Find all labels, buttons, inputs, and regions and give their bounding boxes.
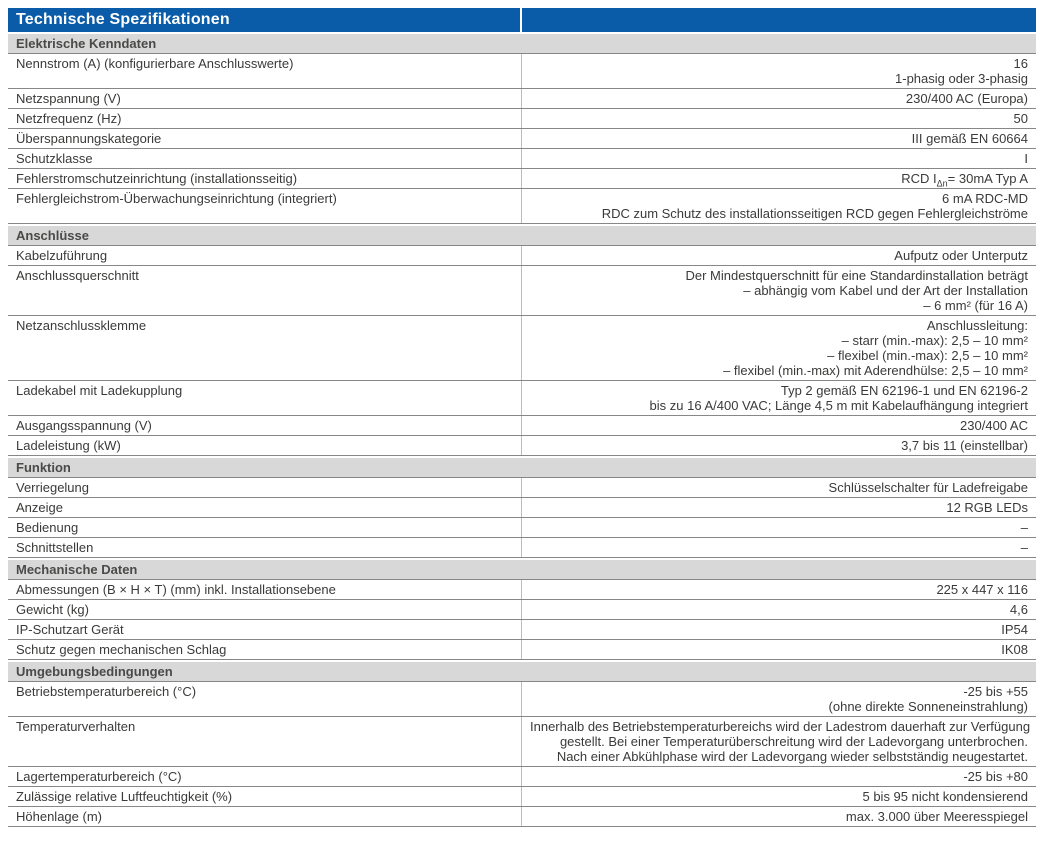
spec-row [8, 498, 1036, 518]
spec-value [522, 246, 1036, 265]
spec-value-line: – flexibel (min.-max) mit Aderendhülse: 2,5 – 10 mm² [723, 363, 1028, 378]
spec-label: Schutz gegen mechanischen Schlag [8, 640, 522, 659]
spec-value-line: gestellt. Bei einer Temperaturüberschreitung wird der Ladevorgang unterbrochen. [559, 734, 1028, 749]
spec-value [522, 149, 1036, 168]
spec-label: Schnittstellen [8, 538, 522, 557]
spec-value [522, 89, 1036, 108]
spec-row [8, 109, 1036, 129]
spec-value [522, 266, 1036, 315]
spec-row [8, 767, 1036, 787]
spec-label: IP-Schutzart Gerät [8, 620, 522, 639]
table-body [8, 34, 1036, 827]
spec-value-line: 50 [1013, 111, 1028, 126]
spec-value [522, 640, 1036, 659]
spec-value-line: Typ 2 gemäß EN 62196-1 und EN 62196-2 [780, 383, 1028, 398]
spec-value-line: 12 RGB LEDs [946, 500, 1028, 515]
spec-value [522, 436, 1036, 455]
spec-value [522, 109, 1036, 128]
spec-label: Kabelzuführung [8, 246, 522, 265]
spec-label: Ladekabel mit Ladekupplung [8, 381, 522, 415]
spec-value-line: Der Mindestquerschnitt für eine Standardinstallation beträgt [685, 268, 1028, 283]
spec-value-line: – [1020, 520, 1028, 535]
spec-value-line: III gemäß EN 60664 [911, 131, 1028, 146]
spec-value-line: IP54 [1001, 622, 1028, 637]
spec-value [522, 787, 1036, 806]
spec-value [522, 189, 1036, 223]
spec-row [8, 580, 1036, 600]
page-title: Technische Spezifikationen [16, 11, 230, 28]
spec-label: Lagertemperaturbereich (°C) [8, 767, 522, 786]
spec-row [8, 416, 1036, 436]
spec-value-line: 16 [1013, 56, 1028, 71]
spec-row [8, 717, 1036, 767]
spec-value [522, 381, 1036, 415]
spec-row [8, 246, 1036, 266]
spec-value [522, 767, 1036, 786]
spec-value-line: IK08 [1001, 642, 1028, 657]
spec-value-line: 1-phasig oder 3-phasig [895, 71, 1028, 86]
spec-label: Gewicht (kg) [8, 600, 522, 619]
spec-row [8, 129, 1036, 149]
spec-row [8, 518, 1036, 538]
spec-row [8, 266, 1036, 316]
spec-row [8, 807, 1036, 827]
spec-value-line: max. 3.000 über Meeresspiegel [845, 809, 1028, 824]
spec-label: Netzfrequenz (Hz) [8, 109, 522, 128]
spec-row [8, 682, 1036, 717]
spec-value [522, 416, 1036, 435]
spec-row [8, 787, 1036, 807]
spec-value [522, 682, 1036, 716]
spec-label: Netzspannung (V) [8, 89, 522, 108]
spec-value [522, 580, 1036, 599]
spec-value [522, 807, 1036, 826]
spec-row [8, 149, 1036, 169]
spec-value-line: – starr (min.-max): 2,5 – 10 mm² [841, 333, 1028, 348]
spec-label: Verriegelung [8, 478, 522, 497]
section-header: Elektrische Kenndaten [8, 34, 1036, 54]
spec-label: Schutzklasse [8, 149, 522, 168]
spec-value-line: – 6 mm² (für 16 A) [923, 298, 1028, 313]
spec-value-line: RCD $I_{\Delta n}= 30mA$ Typ A [901, 171, 1028, 189]
spec-label: Fehlerstromschutzeinrichtung (installationsseitig) [8, 169, 522, 188]
section-header: Mechanische Daten [8, 560, 1036, 580]
table-title-bar [8, 8, 1036, 32]
section-header: Umgebungsbedingungen [8, 662, 1036, 682]
spec-value-line: Schlüsselschalter für Ladefreigabe [828, 480, 1028, 495]
spec-label: Höhenlage (m) [8, 807, 522, 826]
spec-label: Bedienung [8, 518, 522, 537]
spec-row [8, 169, 1036, 189]
table-title-spacer [522, 8, 1036, 32]
spec-label: Zulässige relative Luftfeuchtigkeit (%) [8, 787, 522, 806]
spec-value-line: I [1024, 151, 1028, 166]
spec-value-line: 230/400 AC [960, 418, 1028, 433]
spec-label: Fehlergleichstrom-Überwachungseinrichtung (integriert) [8, 189, 522, 223]
spec-row [8, 478, 1036, 498]
section-header: Funktion [8, 458, 1036, 478]
spec-value-line: RDC zum Schutz des installationsseitigen RCD gegen Fehlergleichströme [601, 206, 1028, 221]
spec-value-line: 225 x 447 x 116 [936, 582, 1028, 597]
spec-row [8, 436, 1036, 456]
spec-row [8, 316, 1036, 381]
spec-value [522, 518, 1036, 537]
spec-value-line: – [1020, 540, 1028, 555]
spec-row [8, 381, 1036, 416]
spec-row [8, 189, 1036, 224]
spec-value-line: (ohne direkte Sonneneinstrahlung) [828, 699, 1028, 714]
spec-value-line: 3,7 bis 11 (einstellbar) [901, 438, 1028, 453]
spec-label: Betriebstemperaturbereich (°C) [8, 682, 522, 716]
spec-value [522, 478, 1036, 497]
spec-row [8, 600, 1036, 620]
spec-value-line: – flexibel (min.-max): 2,5 – 10 mm² [827, 348, 1028, 363]
spec-value [522, 169, 1036, 188]
spec-value-line: -25 bis +80 [963, 769, 1028, 784]
spec-label: Ausgangsspannung (V) [8, 416, 522, 435]
spec-row [8, 538, 1036, 558]
spec-value [522, 498, 1036, 517]
spec-label: Abmessungen (B × H × T) (mm) inkl. Installationsebene [8, 580, 522, 599]
spec-value-line: 230/400 AC (Europa) [905, 91, 1028, 106]
spec-row [8, 620, 1036, 640]
spec-label: Netzanschlussklemme [8, 316, 522, 380]
spec-value-line: bis zu 16 A/400 VAC; Länge 4,5 m mit Kabelaufhängung integriert [649, 398, 1028, 413]
spec-value [522, 316, 1036, 380]
spec-row [8, 89, 1036, 109]
spec-label: Temperaturverhalten [8, 717, 522, 766]
spec-label: Überspannungskategorie [8, 129, 522, 148]
spec-label: Anschlussquerschnitt [8, 266, 522, 315]
spec-value-line: 4,6 [1009, 602, 1028, 617]
spec-value-line: Nach einer Abkühlphase wird der Ladevorgang wieder selbstständig neugestartet. [556, 749, 1028, 764]
spec-value-line: Aufputz oder Unterputz [894, 248, 1028, 263]
spec-value-line: Anschlussleitung: [926, 318, 1028, 333]
spec-value-line: Innerhalb des Betriebstemperaturbereichs wird der Ladestrom dauerhaft zur Verfügung [530, 719, 1031, 734]
spec-label: Nennstrom (A) (konfigurierbare Anschlusswerte) [8, 54, 522, 88]
spec-value-line: 5 bis 95 nicht kondensierend [862, 789, 1028, 804]
spec-value-line: 6 mA RDC-MD [942, 191, 1028, 206]
spec-label: Anzeige [8, 498, 522, 517]
section-header: Anschlüsse [8, 226, 1036, 246]
spec-label: Ladeleistung (kW) [8, 436, 522, 455]
spec-value [522, 717, 1036, 766]
subscript-text: Δn [936, 178, 948, 189]
spec-row [8, 54, 1036, 89]
spec-value [522, 129, 1036, 148]
spec-value [522, 54, 1036, 88]
spec-value [522, 600, 1036, 619]
spec-value [522, 620, 1036, 639]
spec-value [522, 538, 1036, 557]
spec-row [8, 640, 1036, 660]
table-title-cell [8, 8, 522, 32]
spec-value-line: – abhängig vom Kabel und der Art der Installation [743, 283, 1028, 298]
spec-value-line: -25 bis +55 [963, 684, 1028, 699]
